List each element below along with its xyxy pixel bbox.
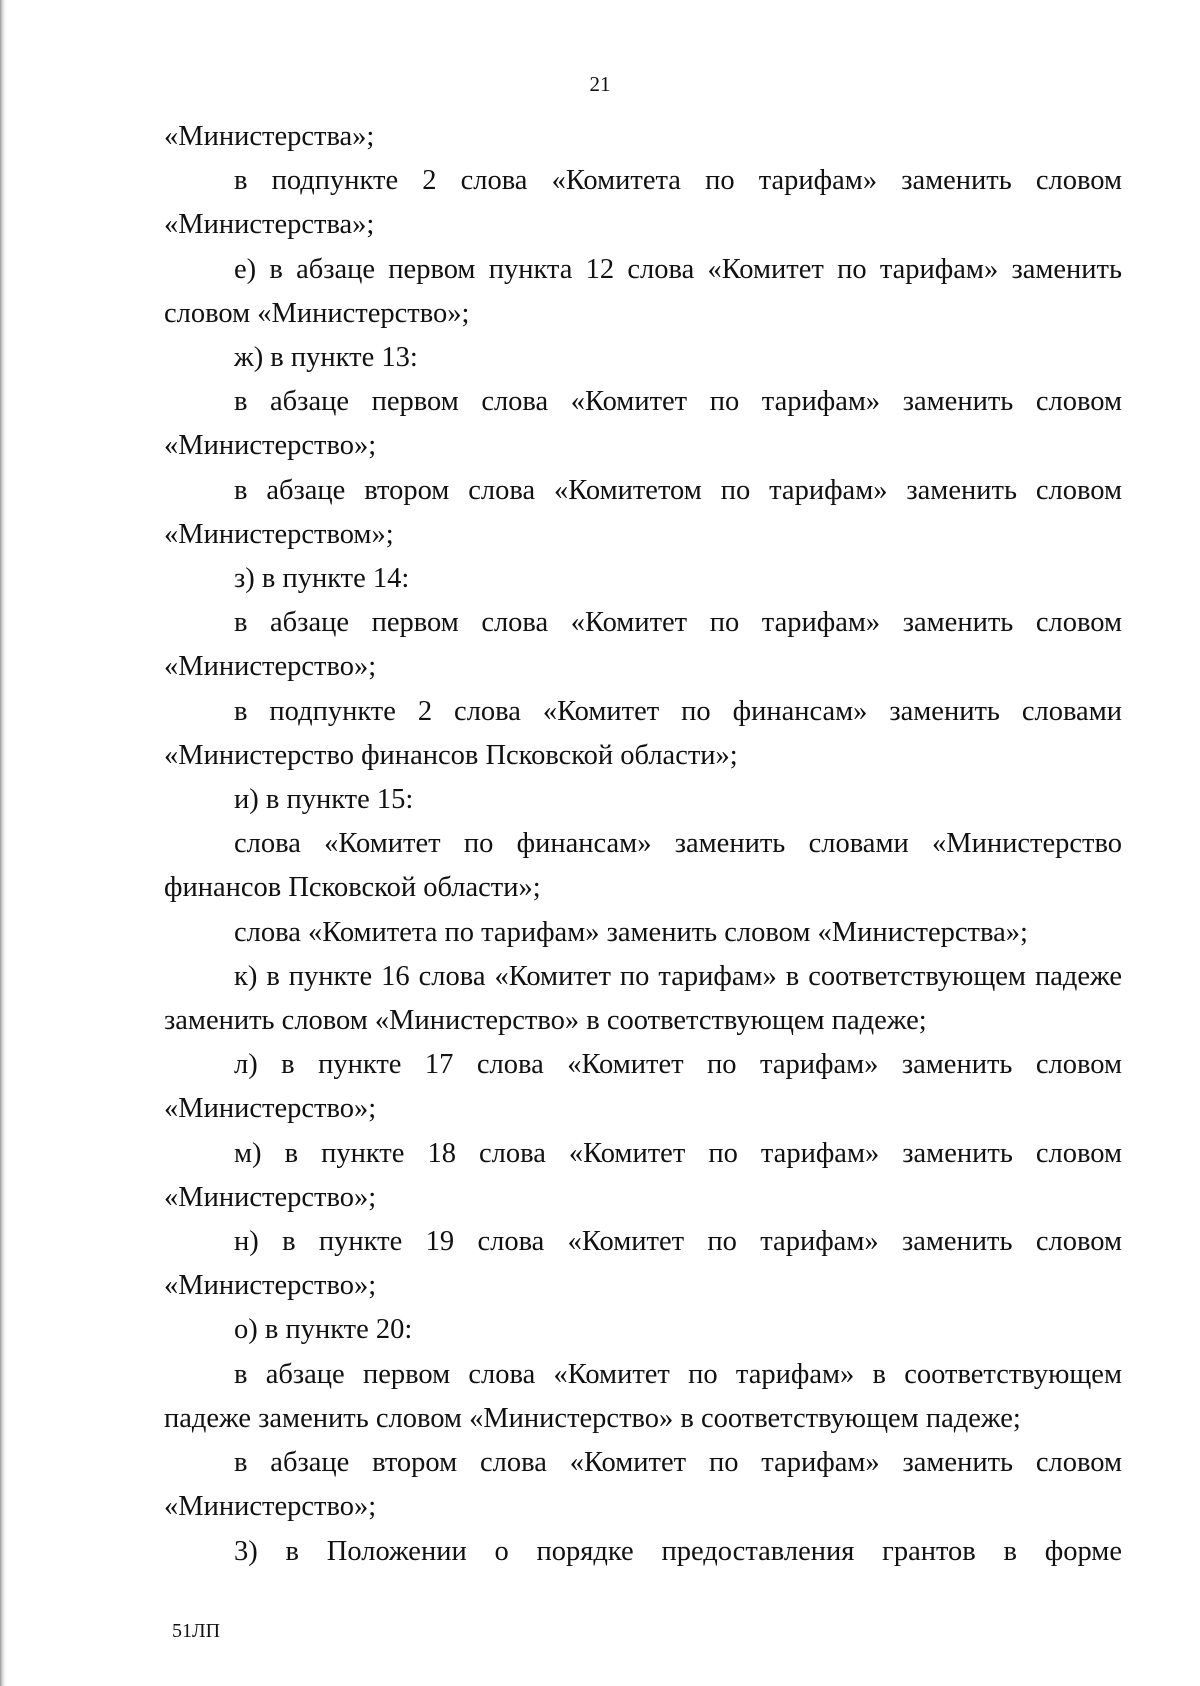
paragraph: о) в пункте 20: (234, 1314, 413, 1346)
paragraph: 3) в Положении о порядке предоставления грантов в форме (234, 1535, 1122, 1567)
paragraph: ж) в пункте 13: (234, 342, 418, 374)
paragraph: слова «Комитета по тарифам» заменить словом «Министерства»; (234, 916, 1028, 948)
paragraph: и) в пункте 15: (234, 784, 414, 816)
document-code: 51ЛП (172, 1620, 221, 1642)
paragraph: м) в пункте 18 слова «Комитет по тарифам» заменить словом «Министерство»; (164, 1137, 1122, 1213)
paragraph: в подпункте 2 слова «Комитет по финансам» заменить словами «Министерство финансов Псковской области»; (164, 695, 1122, 771)
paragraph: «Министерства»; (164, 121, 375, 152)
paragraph: в подпункте 2 слова «Комитета по тарифам» заменить словом «Министерства»; (164, 165, 1122, 241)
paragraph: в абзаце втором слова «Комитетом по тарифам» заменить словом «Министерством»; (164, 474, 1122, 550)
paragraph: н) в пункте 19 слова «Комитет по тарифам» заменить словом «Министерство»; (164, 1226, 1122, 1302)
paragraph: в абзаце первом слова «Комитет по тарифам» заменить словом «Министерство»; (164, 607, 1122, 683)
document-body (164, 115, 1122, 1574)
paragraph: в абзаце первом слова «Комитет по тарифам» заменить словом «Министерство»; (164, 386, 1122, 462)
paragraph: в абзаце втором слова «Комитет по тарифам» заменить словом «Министерство»; (164, 1447, 1122, 1523)
paragraph: л) в пункте 17 слова «Комитет по тарифам» заменить словом «Министерство»; (164, 1049, 1122, 1125)
paragraph: е) в абзаце первом пункта 12 слова «Комитет по тарифам» заменить словом «Министерство»; (164, 253, 1122, 329)
paragraph: з) в пункте 14: (234, 563, 410, 595)
paragraph: слова «Комитет по финансам» заменить словами «Министерство финансов Псковской области»; (164, 828, 1122, 904)
scan-edge (0, 0, 6, 1686)
paragraph: в абзаце первом слова «Комитет по тарифам» в соответствующем падеже заменить словом «Министерство» в соответствующем падеже; (164, 1358, 1122, 1434)
page-number: 21 (589, 72, 611, 96)
paragraph: к) в пункте 16 слова «Комитет по тарифам» в соответствующем падеже заменить словом «Министерство» в соответствующем падеже; (164, 960, 1122, 1037)
